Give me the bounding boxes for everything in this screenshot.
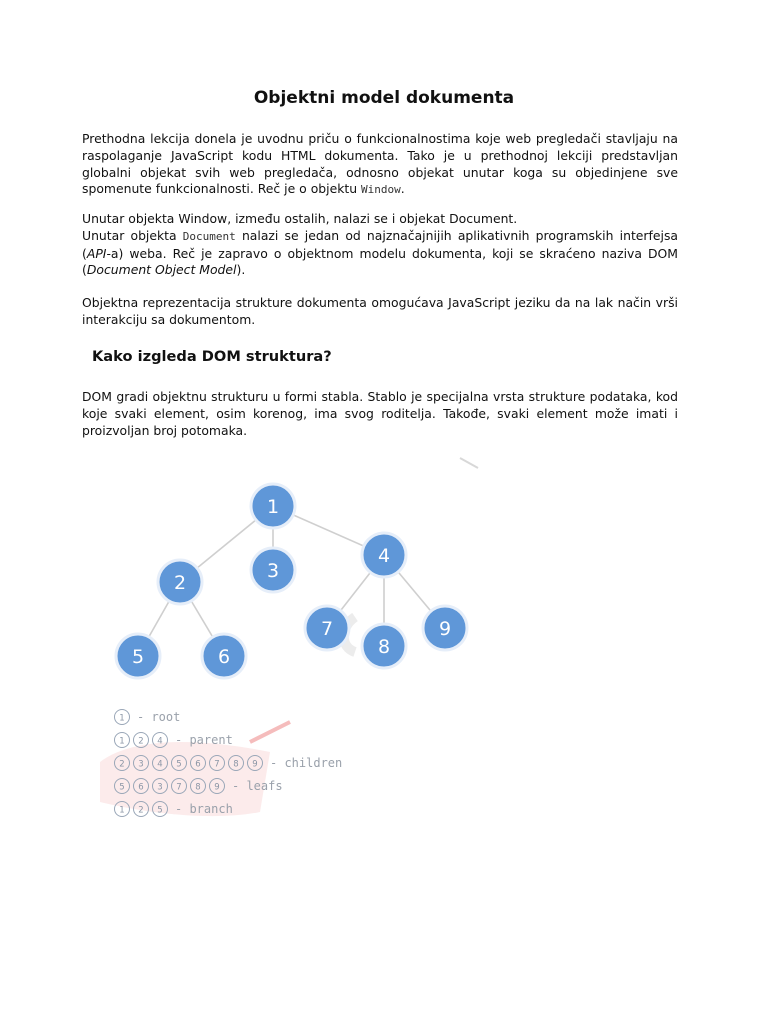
- tree-node-label-1: 1: [266, 496, 280, 518]
- dom-tree-diagram: [100, 452, 500, 832]
- legend-bubble-label: 3: [157, 782, 163, 793]
- legend-bubble-label: 7: [214, 759, 220, 770]
- legend-bubble-label: 8: [233, 759, 239, 770]
- legend-bubble-label: 2: [119, 759, 125, 770]
- legend-row-label: - root: [137, 710, 181, 724]
- paragraph-document: [82, 211, 678, 279]
- legend-row-label: - parent: [175, 733, 233, 747]
- api-term: API: [86, 245, 107, 261]
- legend-bubble-label: 6: [138, 782, 144, 793]
- legend-bubble-label: 4: [157, 736, 163, 747]
- tree-node-label-6: 6: [217, 646, 231, 668]
- tree-node-label-7: 7: [320, 618, 334, 640]
- paragraph-interaction: Objektna reprezentacija strukture dokumenta omogućava JavaScript jeziku da na lak način vrši interakciju sa dokumentom.: [82, 295, 678, 327]
- legend-row-label: - children: [270, 756, 343, 770]
- legend-row-label: - branch: [175, 802, 233, 816]
- tree-node-label-2: 2: [173, 572, 187, 594]
- watermark-stroke: [250, 722, 290, 742]
- tree-node-label-9: 9: [438, 618, 452, 640]
- watermark-stroke: [460, 458, 478, 468]
- paragraph-document-mid2: -a) weba. Reč je zapravo o objektnom modelu dokumenta, koji se skraćeno naziva DOM (: [82, 245, 678, 278]
- paragraph-document-end: ).: [236, 262, 246, 278]
- dom-full-term: Document Object Model: [86, 262, 237, 278]
- legend-bubble-label: 2: [138, 805, 144, 816]
- legend-bubble-label: 3: [138, 759, 144, 770]
- tree-node-label-3: 3: [266, 560, 280, 582]
- legend-bubble-label: 7: [176, 782, 182, 793]
- legend-bubble-label: 1: [119, 805, 125, 816]
- legend-bubble-label: 2: [138, 736, 144, 747]
- section-heading: Kako izgleda DOM struktura?: [92, 348, 332, 365]
- tree-node-label-5: 5: [131, 646, 145, 668]
- legend-bubble-label: 5: [119, 782, 125, 793]
- legend-bubble-label: 4: [157, 759, 163, 770]
- legend-bubble-label: 9: [252, 759, 258, 770]
- paragraph-document-prefix: Unutar objekta: [82, 227, 183, 243]
- page-title: Objektni model dokumenta: [253, 88, 515, 108]
- dom-tree-figure: [100, 452, 500, 832]
- tree-node-label-8: 8: [377, 636, 391, 658]
- paragraph-intro-end: .: [400, 181, 405, 197]
- legend-bubble-label: 5: [157, 805, 163, 816]
- legend-bubble-label: 8: [195, 782, 201, 793]
- paragraph-intro: [82, 131, 678, 199]
- paragraph-tree: DOM gradi objektnu strukturu u formi stabla. Stablo je specijalna vrsta strukture podataka, kod koje svaki element, osim korenog, ima svog roditelja. Takođe, svaki element može imati i proizvoljan broj potomaka.: [82, 389, 678, 438]
- tree-node-label-4: 4: [377, 545, 391, 567]
- paragraph-intro-text: Prethodna lekcija donela je uvodnu priču o funkcionalnostima koje web pregledači stavljaju na raspolaganje JavaScript kodu HTML dokumenta. Tako je u prethodnoj lekciji predstavljan globalni objekat svih web pregledača, odnosno objekat unutar koga su objedinjene sve spomenute funkcionalnosti. Reč je o objektu: [82, 131, 678, 197]
- code-document: Document: [182, 229, 236, 243]
- paragraph-document-line1: Unutar objekta Window, između ostalih, nalazi se i objekat Document.: [82, 211, 518, 226]
- legend-bubble-label: 1: [119, 736, 125, 747]
- tree-nodes: [116, 484, 467, 678]
- legend-bubble-label: 5: [176, 759, 182, 770]
- paragraph-document-mid: nalazi se jedan od najznačajnijih aplikativnih programskih interfejsa (: [82, 227, 678, 261]
- code-window: Window: [361, 183, 401, 197]
- legend-bubble-label: 6: [195, 759, 201, 770]
- legend-bubble-label: 9: [214, 782, 220, 793]
- legend-bubble-label: 1: [119, 713, 125, 724]
- legend-row-label: - leafs: [232, 779, 283, 793]
